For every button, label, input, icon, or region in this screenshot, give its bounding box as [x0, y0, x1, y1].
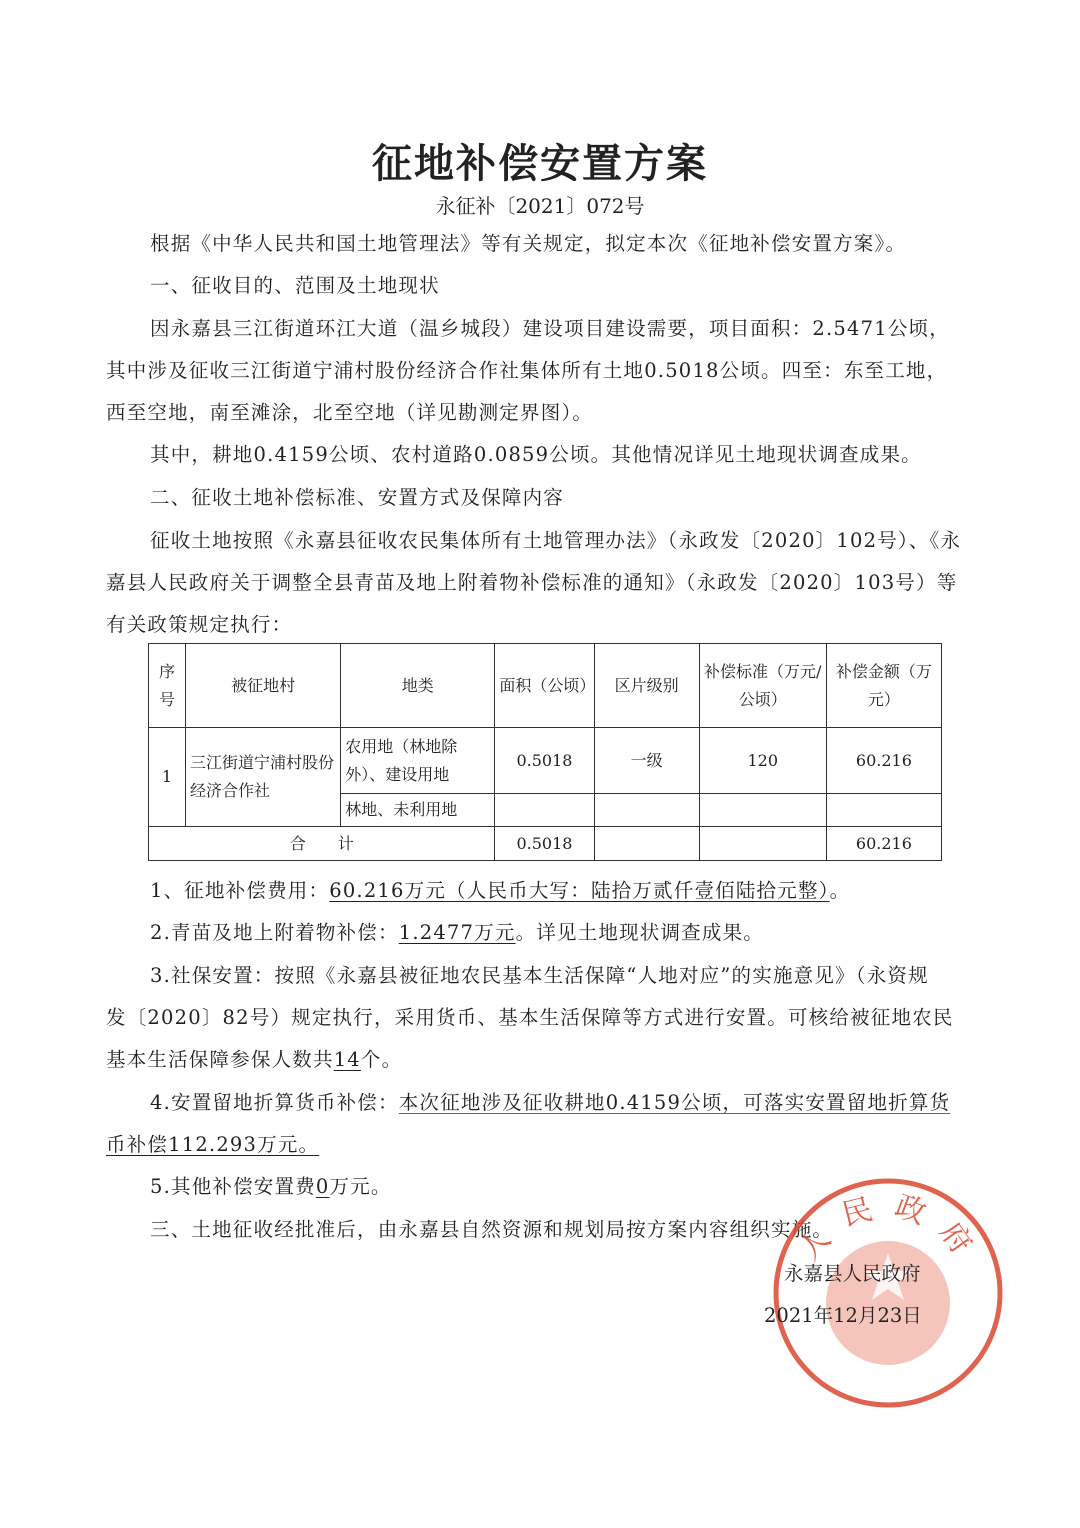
header-zone: 区片级别: [594, 644, 699, 728]
item-4-label: 4.安置留地折算货币补偿：: [150, 1091, 399, 1114]
cell-empty: [699, 827, 826, 861]
cell-empty: [594, 827, 699, 861]
header-land-type: 地类: [341, 644, 495, 728]
item-1-label: 1、征地补偿费用：: [150, 879, 330, 902]
item-4: [150, 1087, 950, 1115]
signature-date: 2021年12月23日: [764, 1304, 922, 1327]
item-5-label: 5.其他补偿安置费: [150, 1175, 316, 1198]
compensation-table: [148, 643, 942, 861]
item-4-value: 本次征地涉及征收耕地0.4159公顷，可落实安置留地折算货: [398, 1091, 951, 1114]
item-2-value: 1.2477万元: [398, 921, 516, 944]
section3-paragraph: 三、土地征收经批准后，由永嘉县自然资源和规划局按方案内容组织实施。: [150, 1218, 834, 1241]
cell-empty: [699, 794, 826, 827]
total-area: 0.5018: [495, 827, 594, 861]
total-label: 合 计: [149, 827, 495, 861]
section1-paragraph-2: 其中，耕地0.4159公顷、农村道路0.0859公顷。其他情况详见土地现状调查成果。: [150, 443, 922, 466]
insured-count: 14: [333, 1048, 361, 1071]
section1-paragraph-line: 因永嘉县三江街道环江大道（温乡城段）建设项目建设需要，项目面积：2.5471公顷，: [150, 317, 950, 340]
cell-standard: 120: [699, 728, 826, 794]
signature-org: 永嘉县人民政府: [784, 1262, 921, 1285]
section1-paragraph-line: 其中涉及征收三江街道宁浦村股份经济合作社集体所有土地0.5018公顷。四至：东至工地，: [106, 359, 948, 382]
official-seal-icon: [770, 1175, 1006, 1411]
section2-paragraph-line: 有关政策规定执行：: [106, 613, 293, 636]
cell-land-type: 农用地（林地除外）、建设用地: [341, 728, 495, 794]
header-standard: 补偿标准（万元/公顷）: [699, 644, 826, 728]
cell-empty: [826, 794, 941, 827]
header-village: 被征地村: [186, 644, 341, 728]
cell-amount: 60.216: [826, 728, 941, 794]
section2-paragraph-line: 嘉县人民政府关于调整全县青苗及地上附着物补偿标准的通知》（永政发〔2020〕103号）等: [106, 571, 958, 594]
intro-paragraph: 根据《中华人民共和国土地管理法》等有关规定，拟定本次《征地补偿安置方案》。: [150, 232, 907, 255]
document-number: 永征补〔2021〕072号: [435, 194, 645, 218]
table-row: [149, 728, 942, 794]
item-3-line: [106, 1044, 402, 1072]
cell-empty: [495, 794, 594, 827]
item-2-suffix: 。详见土地现状调查成果。: [515, 921, 764, 944]
table-total-row: [149, 827, 942, 861]
header-amount: 补偿金额（万元）: [826, 644, 941, 728]
section2-heading: 二、征收土地补偿标准、安置方式及保障内容: [150, 486, 565, 509]
item-3-line: 3.社保安置：按照《永嘉县被征地农民基本生活保障“人地对应”的实施意见》（永资规: [150, 964, 929, 987]
header-seq: 序号: [149, 644, 186, 728]
header-area: 面积（公顷）: [495, 644, 594, 728]
item-4-line: [106, 1129, 319, 1157]
item-1-suffix: 。: [829, 879, 851, 902]
item-3-suffix: 个。: [360, 1048, 403, 1071]
svg-text:人民政府: 人民政府: [791, 1187, 990, 1276]
cell-area: 0.5018: [495, 728, 594, 794]
cell-land-type: 林地、未利用地: [341, 794, 495, 827]
item-5: [150, 1171, 392, 1199]
document-title: 征地补偿安置方案: [372, 141, 708, 187]
item-2-label: 2.青苗及地上附着物补偿：: [150, 921, 399, 944]
cell-empty: [594, 794, 699, 827]
cell-seq: 1: [149, 728, 186, 827]
item-3-label: 基本生活保障参保人数共: [106, 1048, 334, 1071]
item-1: [150, 875, 850, 903]
section1-paragraph-line: 西至空地，南至滩涂，北至空地（详见勘测定界图）。: [106, 401, 594, 424]
cell-village: 三江街道宁浦村股份经济合作社: [186, 728, 341, 827]
section1-heading: 一、征收目的、范围及土地现状: [150, 274, 440, 297]
item-5-value: 0: [315, 1175, 330, 1198]
item-5-suffix: 万元。: [329, 1175, 392, 1198]
item-3-line: 发〔2020〕82号）规定执行，采用货币、基本生活保障等方式进行安置。可核给被征地农民: [106, 1006, 954, 1029]
table-header-row: [149, 644, 942, 728]
item-1-value: 60.216万元（人民币大写：陆拾万贰仟壹佰陆拾元整）: [329, 879, 830, 902]
item-4-value-cont: 币补偿112.293万元。: [106, 1133, 320, 1156]
total-amount: 60.216: [826, 827, 941, 861]
item-2: [150, 917, 764, 945]
cell-zone: 一级: [594, 728, 699, 794]
section2-paragraph-line: 征收土地按照《永嘉县征收农民集体所有土地管理办法》（永政发〔2020〕102号）、《永: [150, 529, 962, 552]
